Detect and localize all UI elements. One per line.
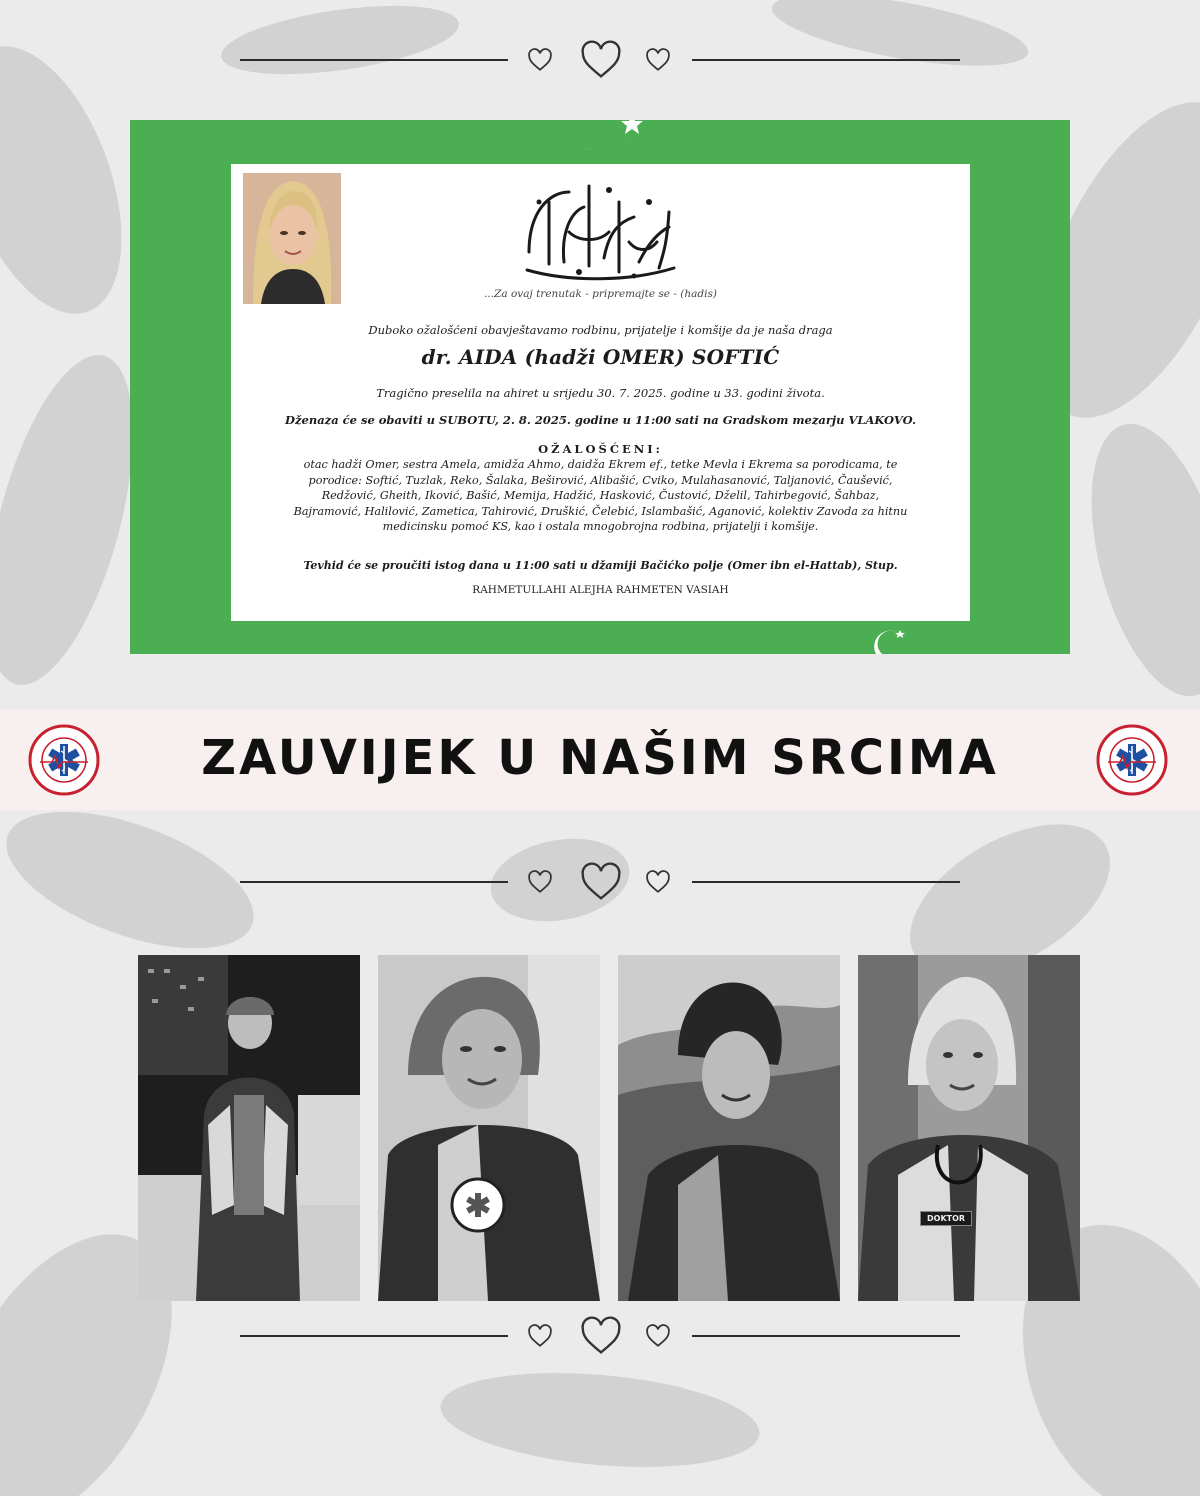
closing-prayer: RAHMETULLAHI ALEJHA RAHMETEN VASIAH: [472, 584, 729, 596]
verse-caption: ...Za ovaj trenutak - pripremajte se - (hadis): [484, 288, 717, 300]
divider-line-left: [240, 881, 508, 883]
gallery-photo-1: [138, 955, 360, 1301]
funeral-info: Dženaza će se obaviti u SUBOTU, 2. 8. 2025. godine u 11:00 sati na Gradskom mezarju VLAKOVO.: [285, 413, 916, 427]
mourners-list: [241, 457, 960, 535]
divider-line-right: [692, 881, 960, 883]
heart-icon: [578, 40, 624, 80]
heart-icon: [645, 48, 671, 72]
heart-icon: [578, 1316, 624, 1356]
memorial-banner: [0, 710, 1200, 810]
intro-text: Duboko ožalošćeni obavještavamo rodbinu, prijatelje i komšije da je naša draga: [368, 323, 833, 337]
obituary-card: [231, 164, 970, 621]
divider-line-right: [692, 59, 960, 61]
mourners-line: porodice: Softić, Tuzlak, Reko, Šalaka, Beširović, Alibašić, Cviko, Mulahasanović, Taljanović, Čaušević,: [308, 473, 893, 487]
ems-logo: [1096, 724, 1168, 796]
divider-middle: [240, 862, 960, 902]
deceased-name: dr. AIDA (hadži OMER) SOFTIĆ: [421, 345, 780, 369]
divider-line-left: [240, 59, 508, 61]
divider-line-left: [240, 1335, 508, 1337]
gallery-photo-2: [378, 955, 600, 1301]
calligraphy-emblem: [509, 172, 689, 288]
obituary-notice: [130, 120, 1070, 654]
heart-icon: [578, 862, 624, 902]
gallery-photo-4: [858, 955, 1080, 1301]
tevhid-info: Tevhid će se proučiti istog dana u 11:00 sati u džamiji Bačićko polje (Omer ibn el-Hattab), Stup.: [303, 559, 898, 572]
heart-icon: [527, 870, 553, 894]
mourners-heading: OŽALOŠĆENI:: [538, 442, 663, 456]
banner-title: ZAUVIJEK U NAŠIM SRCIMA: [201, 730, 999, 786]
gallery-photo-3: [618, 955, 840, 1301]
heart-icon: [527, 48, 553, 72]
mourners-line: medicinsku pomoć KS, kao i ostala mnogobrojna rodbina, prijatelji i komšije.: [382, 520, 819, 534]
divider-top: [240, 40, 960, 80]
portrait-photo: [243, 173, 341, 304]
mourners-line: otac hadži Omer, sestra Amela, amidža Ahmo, daidža Ekrem ef., tetke Mevla i Ekrema sa porodicama, te: [303, 458, 898, 471]
crescent-star-icon: [554, 120, 654, 160]
crescent-star-icon: [870, 628, 910, 654]
divider-line-right: [692, 1335, 960, 1337]
heart-icon: [645, 870, 671, 894]
doktor-badge: DOKTOR: [920, 1211, 972, 1226]
heart-icon: [645, 1324, 671, 1348]
heart-icon: [527, 1324, 553, 1348]
death-date-text: Tragično preselila na ahiret u srijedu 30. 7. 2025. godine u 33. godini života.: [376, 386, 825, 400]
mourners-line: Redžović, Gheith, Iković, Bašić, Memija, Hadžić, Hasković, Čustović, Dželil, Tahirbegović, Šahbaz,: [321, 489, 880, 503]
divider-bottom: [240, 1316, 960, 1356]
mourners-line: Bajramović, Halilović, Zametica, Tahirović, Druškić, Čelebić, Islambašić, Aganović, kolektiv Zavoda za hitnu: [293, 504, 908, 518]
